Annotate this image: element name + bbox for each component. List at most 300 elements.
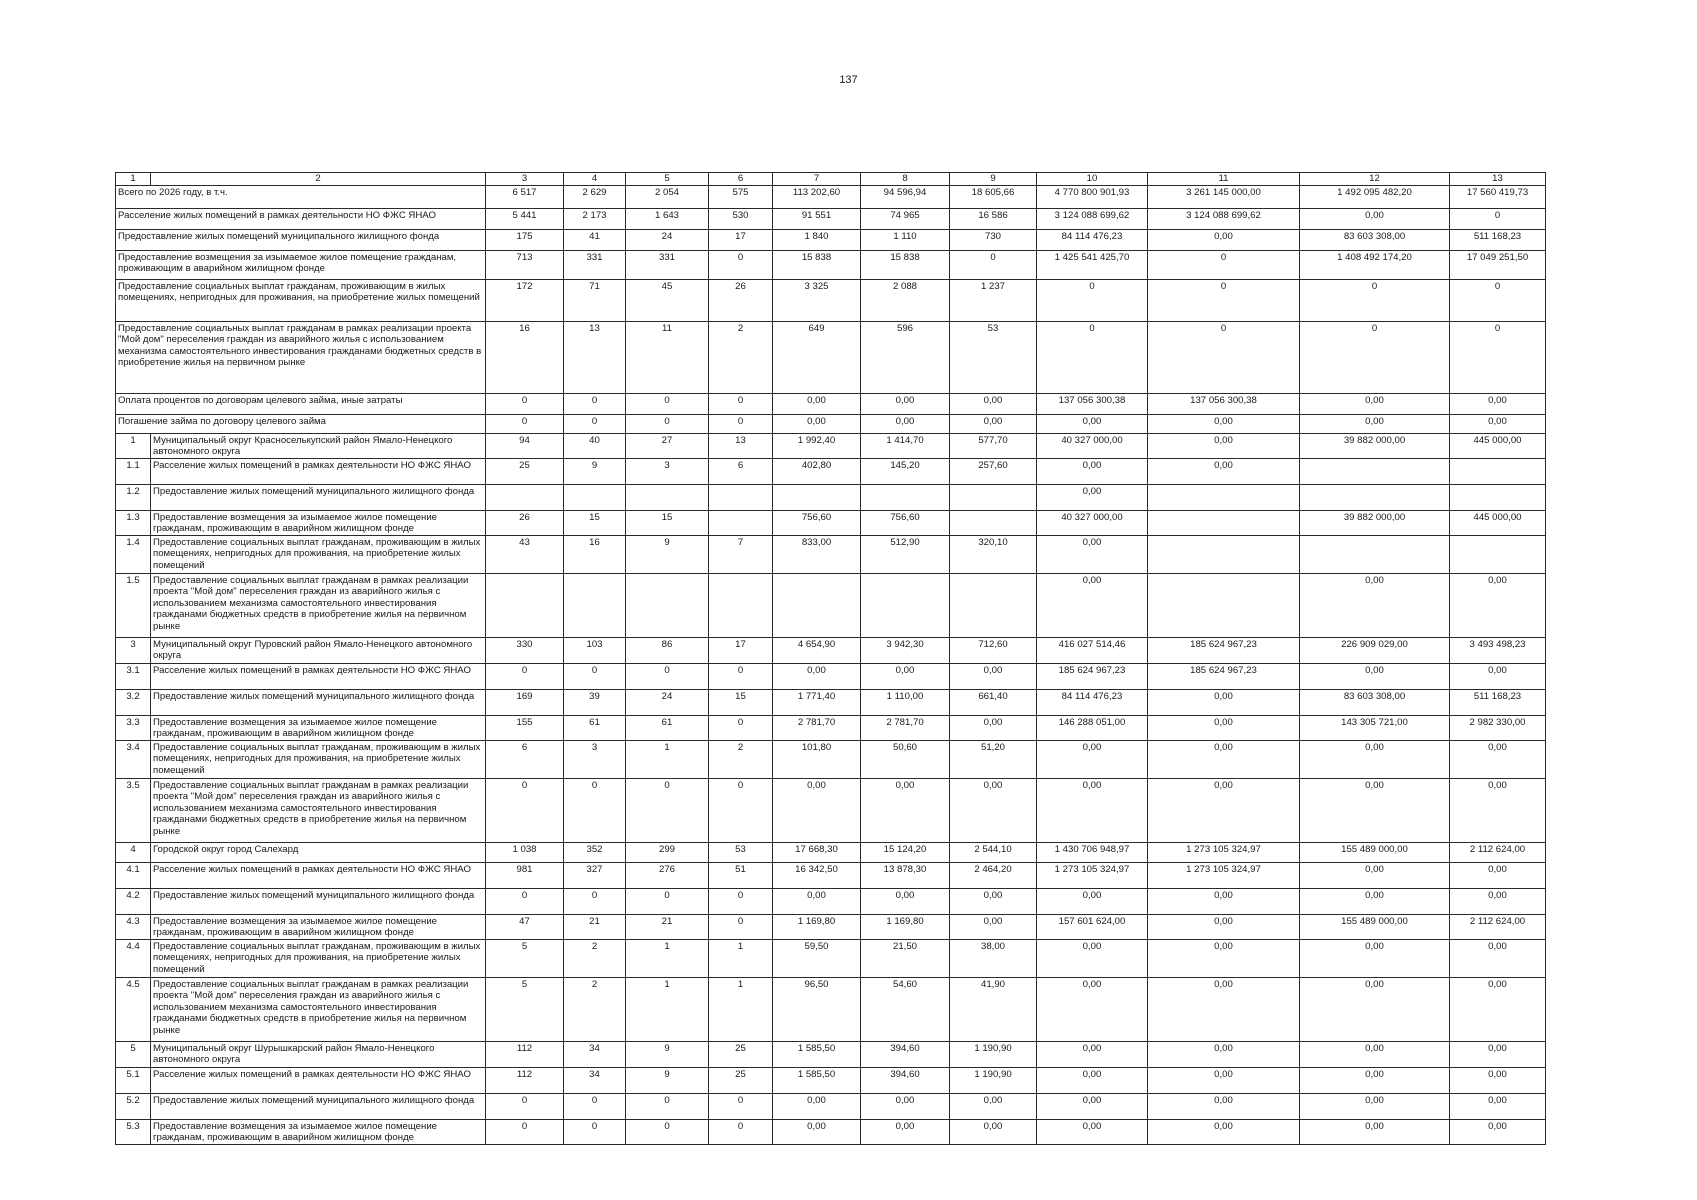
cell-col-13: 0,00	[1450, 939, 1546, 977]
table-row	[116, 510, 1546, 535]
cell-col-11: 0,00	[1148, 1093, 1300, 1119]
cell-col-8: 756,60	[861, 510, 950, 535]
cell-col-8	[861, 573, 950, 637]
cell-col-4: 34	[564, 1067, 626, 1093]
row-name: Предоставление социальных выплат гражданам в рамках реализации проекта "Мой дом" переселения граждан из аварийного жилья с использованием механизма самостоятельного инвестирования гражданами бюджетных средств в приобретение жилья на первичном рынке	[151, 573, 486, 637]
cell-col-7: 0,00	[773, 1093, 861, 1119]
column-header-8: 8	[861, 173, 950, 186]
table-row	[116, 778, 1546, 842]
cell-col-8: 2 781,70	[861, 715, 950, 740]
cell-col-3: 981	[486, 862, 564, 888]
cell-col-9: 577,70	[950, 433, 1037, 458]
cell-col-7: 0,00	[773, 393, 861, 414]
cell-col-4: 0	[564, 663, 626, 689]
cell-col-10: 1 430 706 948,97	[1037, 842, 1148, 862]
cell-col-3: 94	[486, 433, 564, 458]
cell-col-5: 2 054	[626, 185, 709, 208]
cell-col-8	[861, 484, 950, 510]
row-name: Расселение жилых помещений в рамках деятельности НО ФЖС ЯНАО	[151, 458, 486, 484]
cell-col-4: 2 173	[564, 208, 626, 229]
table-row	[116, 939, 1546, 977]
cell-col-10: 1 273 105 324,97	[1037, 862, 1148, 888]
row-code: 1.3	[116, 510, 151, 535]
table-row	[116, 1119, 1546, 1144]
cell-col-10: 3 124 088 699,62	[1037, 208, 1148, 229]
row-code: 4.1	[116, 862, 151, 888]
row-name: Муниципальный округ Шурышкарский район Ямало-Ненецкого автономного округа	[151, 1041, 486, 1067]
cell-col-6: 575	[709, 185, 773, 208]
cell-col-12: 155 489 000,00	[1300, 914, 1450, 939]
cell-col-4: 15	[564, 510, 626, 535]
column-header-6: 6	[709, 173, 773, 186]
row-code: 3.5	[116, 778, 151, 842]
row-name: Предоставление возмещения за изымаемое жилое помещение гражданам, проживающим в аварийном жилищном фонде	[116, 250, 486, 279]
row-code: 5.2	[116, 1093, 151, 1119]
cell-col-4: 3	[564, 740, 626, 778]
cell-col-6: 0	[709, 414, 773, 433]
table-row	[116, 250, 1546, 279]
cell-col-10: 0,00	[1037, 484, 1148, 510]
cell-col-10: 137 056 300,38	[1037, 393, 1148, 414]
table-row	[116, 914, 1546, 939]
cell-col-7: 402,80	[773, 458, 861, 484]
row-code: 3.4	[116, 740, 151, 778]
cell-col-4: 0	[564, 414, 626, 433]
cell-col-8: 21,50	[861, 939, 950, 977]
table-row	[116, 229, 1546, 250]
cell-col-11	[1148, 535, 1300, 573]
cell-col-5: 3	[626, 458, 709, 484]
cell-col-4: 9	[564, 458, 626, 484]
cell-col-12: 0,00	[1300, 1093, 1450, 1119]
row-code: 1.4	[116, 535, 151, 573]
column-header-13: 13	[1450, 173, 1546, 186]
cell-col-8: 94 596,94	[861, 185, 950, 208]
cell-col-9: 661,40	[950, 689, 1037, 715]
cell-col-7: 17 668,30	[773, 842, 861, 862]
cell-col-11: 0,00	[1148, 977, 1300, 1041]
cell-col-6: 15	[709, 689, 773, 715]
cell-col-12: 0,00	[1300, 1119, 1450, 1144]
table-row	[116, 185, 1546, 208]
cell-col-13: 0,00	[1450, 663, 1546, 689]
cell-col-3: 0	[486, 1093, 564, 1119]
cell-col-12: 83 603 308,00	[1300, 229, 1450, 250]
cell-col-8: 0,00	[861, 888, 950, 914]
cell-col-10: 0	[1037, 279, 1148, 321]
cell-col-5: 21	[626, 914, 709, 939]
cell-col-8: 1 169,80	[861, 914, 950, 939]
cell-col-12: 0,00	[1300, 414, 1450, 433]
cell-col-10: 84 114 476,23	[1037, 229, 1148, 250]
cell-col-4: 327	[564, 862, 626, 888]
cell-col-13: 2 982 330,00	[1450, 715, 1546, 740]
cell-col-9	[950, 573, 1037, 637]
cell-col-8: 1 110,00	[861, 689, 950, 715]
cell-col-11: 0,00	[1148, 914, 1300, 939]
cell-col-11: 0	[1148, 279, 1300, 321]
cell-col-7: 1 771,40	[773, 689, 861, 715]
cell-col-6: 0	[709, 914, 773, 939]
cell-col-8: 1 110	[861, 229, 950, 250]
cell-col-13: 3 493 498,23	[1450, 637, 1546, 663]
cell-col-4: 0	[564, 1093, 626, 1119]
row-name: Расселение жилых помещений в рамках деятельности НО ФЖС ЯНАО	[151, 663, 486, 689]
cell-col-7: 1 585,50	[773, 1067, 861, 1093]
cell-col-12: 83 603 308,00	[1300, 689, 1450, 715]
cell-col-5	[626, 484, 709, 510]
cell-col-6: 51	[709, 862, 773, 888]
cell-col-7: 59,50	[773, 939, 861, 977]
cell-col-11: 0,00	[1148, 888, 1300, 914]
cell-col-3: 5	[486, 939, 564, 977]
cell-col-6: 1	[709, 939, 773, 977]
cell-col-11: 0,00	[1148, 458, 1300, 484]
cell-col-7: 4 654,90	[773, 637, 861, 663]
cell-col-6	[709, 484, 773, 510]
table-row	[116, 888, 1546, 914]
cell-col-13: 0,00	[1450, 740, 1546, 778]
cell-col-7: 756,60	[773, 510, 861, 535]
cell-col-7: 0,00	[773, 888, 861, 914]
table-row	[116, 433, 1546, 458]
cell-col-10: 0,00	[1037, 1041, 1148, 1067]
row-name: Расселение жилых помещений в рамках деятельности НО ФЖС ЯНАО	[116, 208, 486, 229]
table-row	[116, 414, 1546, 433]
table-row	[116, 862, 1546, 888]
cell-col-3: 169	[486, 689, 564, 715]
cell-col-10: 0,00	[1037, 1067, 1148, 1093]
cell-col-7: 15 838	[773, 250, 861, 279]
cell-col-13: 17 560 419,73	[1450, 185, 1546, 208]
cell-col-10: 0,00	[1037, 573, 1148, 637]
cell-col-9: 0,00	[950, 663, 1037, 689]
cell-col-6: 53	[709, 842, 773, 862]
table-row	[116, 535, 1546, 573]
cell-col-9: 1 237	[950, 279, 1037, 321]
cell-col-4: 103	[564, 637, 626, 663]
cell-col-6: 6	[709, 458, 773, 484]
row-name: Предоставление жилых помещений муниципального жилищного фонда	[151, 484, 486, 510]
cell-col-5: 0	[626, 888, 709, 914]
row-name: Муниципальный округ Красноселькупский район Ямало-Ненецкого автономного округа	[151, 433, 486, 458]
cell-col-3: 1 038	[486, 842, 564, 862]
cell-col-10: 0,00	[1037, 888, 1148, 914]
row-code: 1.1	[116, 458, 151, 484]
cell-col-3: 0	[486, 663, 564, 689]
row-code: 4.4	[116, 939, 151, 977]
cell-col-5: 27	[626, 433, 709, 458]
cell-col-11: 0,00	[1148, 939, 1300, 977]
row-code: 5.1	[116, 1067, 151, 1093]
cell-col-6: 25	[709, 1067, 773, 1093]
row-name: Предоставление возмещения за изымаемое жилое помещение гражданам, проживающим в аварийном жилищном фонде	[151, 715, 486, 740]
cell-col-5: 24	[626, 229, 709, 250]
cell-col-10: 1 425 541 425,70	[1037, 250, 1148, 279]
cell-col-12: 39 882 000,00	[1300, 433, 1450, 458]
table-row	[116, 637, 1546, 663]
cell-col-6: 0	[709, 663, 773, 689]
cell-col-11	[1148, 510, 1300, 535]
cell-col-10: 0,00	[1037, 535, 1148, 573]
cell-col-5: 1	[626, 977, 709, 1041]
cell-col-9: 0,00	[950, 1093, 1037, 1119]
cell-col-8: 1 414,70	[861, 433, 950, 458]
cell-col-9: 0,00	[950, 393, 1037, 414]
cell-col-11: 0,00	[1148, 1119, 1300, 1144]
data-table	[115, 172, 1546, 1145]
cell-col-8: 145,20	[861, 458, 950, 484]
cell-col-3: 0	[486, 393, 564, 414]
cell-col-8: 0,00	[861, 1093, 950, 1119]
cell-col-13: 445 000,00	[1450, 510, 1546, 535]
row-name: Предоставление социальных выплат гражданам в рамках реализации проекта "Мой дом" переселения граждан из аварийного жилья с использованием механизма самостоятельного инвестирования гражданами бюджетных средств в приобретение жилья на первичном рынке	[151, 977, 486, 1041]
cell-col-13: 0,00	[1450, 778, 1546, 842]
column-header-10: 10	[1037, 173, 1148, 186]
cell-col-5: 11	[626, 321, 709, 393]
cell-col-6: 0	[709, 715, 773, 740]
cell-col-5	[626, 573, 709, 637]
cell-col-5: 9	[626, 535, 709, 573]
cell-col-10: 0,00	[1037, 778, 1148, 842]
cell-col-3: 25	[486, 458, 564, 484]
cell-col-5: 9	[626, 1067, 709, 1093]
cell-col-10: 0,00	[1037, 414, 1148, 433]
cell-col-5: 45	[626, 279, 709, 321]
cell-col-9: 38,00	[950, 939, 1037, 977]
cell-col-3: 43	[486, 535, 564, 573]
row-name: Предоставление социальных выплат гражданам в рамках реализации проекта "Мой дом" переселения граждан из аварийного жилья с использованием механизма самостоятельного инвестирования гражданами бюджетных средств в приобретение жилья на первичном рынке	[116, 321, 486, 393]
cell-col-10: 0,00	[1037, 1093, 1148, 1119]
table-row	[116, 321, 1546, 393]
row-code: 3	[116, 637, 151, 663]
cell-col-9: 712,60	[950, 637, 1037, 663]
cell-col-8: 15 124,20	[861, 842, 950, 862]
cell-col-11: 185 624 967,23	[1148, 663, 1300, 689]
cell-col-10: 146 288 051,00	[1037, 715, 1148, 740]
cell-col-8: 3 942,30	[861, 637, 950, 663]
cell-col-5: 1	[626, 740, 709, 778]
column-header-5: 5	[626, 173, 709, 186]
cell-col-7: 101,80	[773, 740, 861, 778]
cell-col-4: 39	[564, 689, 626, 715]
cell-col-8: 0,00	[861, 414, 950, 433]
cell-col-4: 16	[564, 535, 626, 573]
cell-col-12: 0,00	[1300, 778, 1450, 842]
row-code: 5.3	[116, 1119, 151, 1144]
cell-col-12: 0,00	[1300, 1067, 1450, 1093]
cell-col-12: 143 305 721,00	[1300, 715, 1450, 740]
cell-col-12: 0,00	[1300, 208, 1450, 229]
cell-col-7: 0,00	[773, 778, 861, 842]
cell-col-8: 0,00	[861, 778, 950, 842]
column-header-7: 7	[773, 173, 861, 186]
cell-col-8: 54,60	[861, 977, 950, 1041]
cell-col-10: 0,00	[1037, 740, 1148, 778]
cell-col-13: 511 168,23	[1450, 689, 1546, 715]
cell-col-6	[709, 573, 773, 637]
cell-col-5: 0	[626, 414, 709, 433]
row-code: 4.3	[116, 914, 151, 939]
table-row	[116, 663, 1546, 689]
cell-col-7: 833,00	[773, 535, 861, 573]
table-row	[116, 689, 1546, 715]
cell-col-9: 0,00	[950, 914, 1037, 939]
table-body	[116, 173, 1546, 1145]
cell-col-13: 0	[1450, 321, 1546, 393]
cell-col-5: 299	[626, 842, 709, 862]
row-name: Расселение жилых помещений в рамках деятельности НО ФЖС ЯНАО	[151, 1067, 486, 1093]
cell-col-5: 0	[626, 1093, 709, 1119]
cell-col-7: 1 992,40	[773, 433, 861, 458]
cell-col-11: 0	[1148, 321, 1300, 393]
cell-col-12: 0,00	[1300, 573, 1450, 637]
cell-col-5: 24	[626, 689, 709, 715]
row-code: 3.1	[116, 663, 151, 689]
cell-col-11: 0,00	[1148, 778, 1300, 842]
cell-col-7: 649	[773, 321, 861, 393]
cell-col-11	[1148, 573, 1300, 637]
row-name: Предоставление жилых помещений муниципального жилищного фонда	[116, 229, 486, 250]
table-row	[116, 208, 1546, 229]
cell-col-3: 172	[486, 279, 564, 321]
cell-col-10: 0,00	[1037, 458, 1148, 484]
cell-col-3: 0	[486, 1119, 564, 1144]
cell-col-11: 0,00	[1148, 715, 1300, 740]
table-row	[116, 740, 1546, 778]
column-header-9: 9	[950, 173, 1037, 186]
row-name: Оплата процентов по договорам целевого займа, иные затраты	[116, 393, 486, 414]
cell-col-9: 0,00	[950, 414, 1037, 433]
column-header-11: 11	[1148, 173, 1300, 186]
cell-col-3: 16	[486, 321, 564, 393]
cell-col-4	[564, 573, 626, 637]
row-name: Предоставление жилых помещений муниципального жилищного фонда	[151, 1093, 486, 1119]
cell-col-7: 1 585,50	[773, 1041, 861, 1067]
cell-col-5: 1 643	[626, 208, 709, 229]
cell-col-13: 0,00	[1450, 414, 1546, 433]
cell-col-11: 137 056 300,38	[1148, 393, 1300, 414]
cell-col-10: 0,00	[1037, 939, 1148, 977]
cell-col-3: 112	[486, 1041, 564, 1067]
cell-col-4: 331	[564, 250, 626, 279]
cell-col-8: 13 878,30	[861, 862, 950, 888]
cell-col-8: 2 088	[861, 279, 950, 321]
cell-col-4: 0	[564, 888, 626, 914]
cell-col-11: 1 273 105 324,97	[1148, 842, 1300, 862]
cell-col-4: 71	[564, 279, 626, 321]
cell-col-13: 0,00	[1450, 1041, 1546, 1067]
row-name: Предоставление жилых помещений муниципального жилищного фонда	[151, 888, 486, 914]
cell-col-7: 2 781,70	[773, 715, 861, 740]
cell-col-7: 113 202,60	[773, 185, 861, 208]
cell-col-13: 445 000,00	[1450, 433, 1546, 458]
table-row	[116, 715, 1546, 740]
cell-col-5: 0	[626, 393, 709, 414]
cell-col-12: 226 909 029,00	[1300, 637, 1450, 663]
cell-col-12: 1 492 095 482,20	[1300, 185, 1450, 208]
cell-col-13: 0,00	[1450, 1119, 1546, 1144]
cell-col-9: 730	[950, 229, 1037, 250]
cell-col-9: 1 190,90	[950, 1067, 1037, 1093]
cell-col-8: 0,00	[861, 1119, 950, 1144]
table-row	[116, 1067, 1546, 1093]
cell-col-12	[1300, 458, 1450, 484]
cell-col-13	[1450, 535, 1546, 573]
cell-col-3: 155	[486, 715, 564, 740]
row-name: Муниципальный округ Пуровский район Ямало-Ненецкого автономного округа	[151, 637, 486, 663]
cell-col-6: 0	[709, 778, 773, 842]
row-name: Предоставление возмещения за изымаемое жилое помещение гражданам, проживающим в аварийном жилищном фонде	[151, 1119, 486, 1144]
cell-col-5: 9	[626, 1041, 709, 1067]
cell-col-9: 0,00	[950, 888, 1037, 914]
cell-col-11: 0,00	[1148, 740, 1300, 778]
cell-col-13: 2 112 624,00	[1450, 842, 1546, 862]
cell-col-10: 0	[1037, 321, 1148, 393]
cell-col-9: 2 464,20	[950, 862, 1037, 888]
row-code: 1.5	[116, 573, 151, 637]
cell-col-6: 17	[709, 229, 773, 250]
cell-col-6: 0	[709, 888, 773, 914]
cell-col-11: 0,00	[1148, 689, 1300, 715]
row-name: Предоставление социальных выплат гражданам, проживающим в жилых помещениях, непригодных для проживания, на приобретение жилых помещений	[151, 740, 486, 778]
cell-col-4: 61	[564, 715, 626, 740]
cell-col-12: 1 408 492 174,20	[1300, 250, 1450, 279]
cell-col-12: 0,00	[1300, 977, 1450, 1041]
cell-col-13: 0,00	[1450, 888, 1546, 914]
column-header-2: 2	[151, 173, 486, 186]
cell-col-12: 0,00	[1300, 862, 1450, 888]
cell-col-7	[773, 484, 861, 510]
cell-col-3: 47	[486, 914, 564, 939]
cell-col-7: 0,00	[773, 1119, 861, 1144]
cell-col-4: 2 629	[564, 185, 626, 208]
cell-col-11: 0,00	[1148, 414, 1300, 433]
cell-col-6: 0	[709, 1093, 773, 1119]
cell-col-8: 15 838	[861, 250, 950, 279]
cell-col-4: 13	[564, 321, 626, 393]
row-name: Предоставление социальных выплат гражданам в рамках реализации проекта "Мой дом" переселения граждан из аварийного жилья с использованием механизма самостоятельного инвестирования гражданами бюджетных средств в приобретение жилья на первичном рынке	[151, 778, 486, 842]
row-name: Расселение жилых помещений в рамках деятельности НО ФЖС ЯНАО	[151, 862, 486, 888]
cell-col-3: 6	[486, 740, 564, 778]
cell-col-10: 185 624 967,23	[1037, 663, 1148, 689]
cell-col-13: 0,00	[1450, 1093, 1546, 1119]
cell-col-5: 61	[626, 715, 709, 740]
cell-col-6: 26	[709, 279, 773, 321]
cell-col-6: 530	[709, 208, 773, 229]
cell-col-10: 0,00	[1037, 1119, 1148, 1144]
cell-col-3: 175	[486, 229, 564, 250]
cell-col-4: 2	[564, 977, 626, 1041]
cell-col-8: 74 965	[861, 208, 950, 229]
row-code: 1.2	[116, 484, 151, 510]
cell-col-13: 0,00	[1450, 573, 1546, 637]
column-header-4: 4	[564, 173, 626, 186]
cell-col-9: 0	[950, 250, 1037, 279]
table-row	[116, 484, 1546, 510]
cell-col-9: 53	[950, 321, 1037, 393]
table-row	[116, 1093, 1546, 1119]
cell-col-9: 41,90	[950, 977, 1037, 1041]
cell-col-6: 0	[709, 393, 773, 414]
column-header-3: 3	[486, 173, 564, 186]
cell-col-7: 3 325	[773, 279, 861, 321]
cell-col-7: 96,50	[773, 977, 861, 1041]
row-code: 1	[116, 433, 151, 458]
cell-col-12: 39 882 000,00	[1300, 510, 1450, 535]
cell-col-8: 596	[861, 321, 950, 393]
cell-col-4	[564, 484, 626, 510]
